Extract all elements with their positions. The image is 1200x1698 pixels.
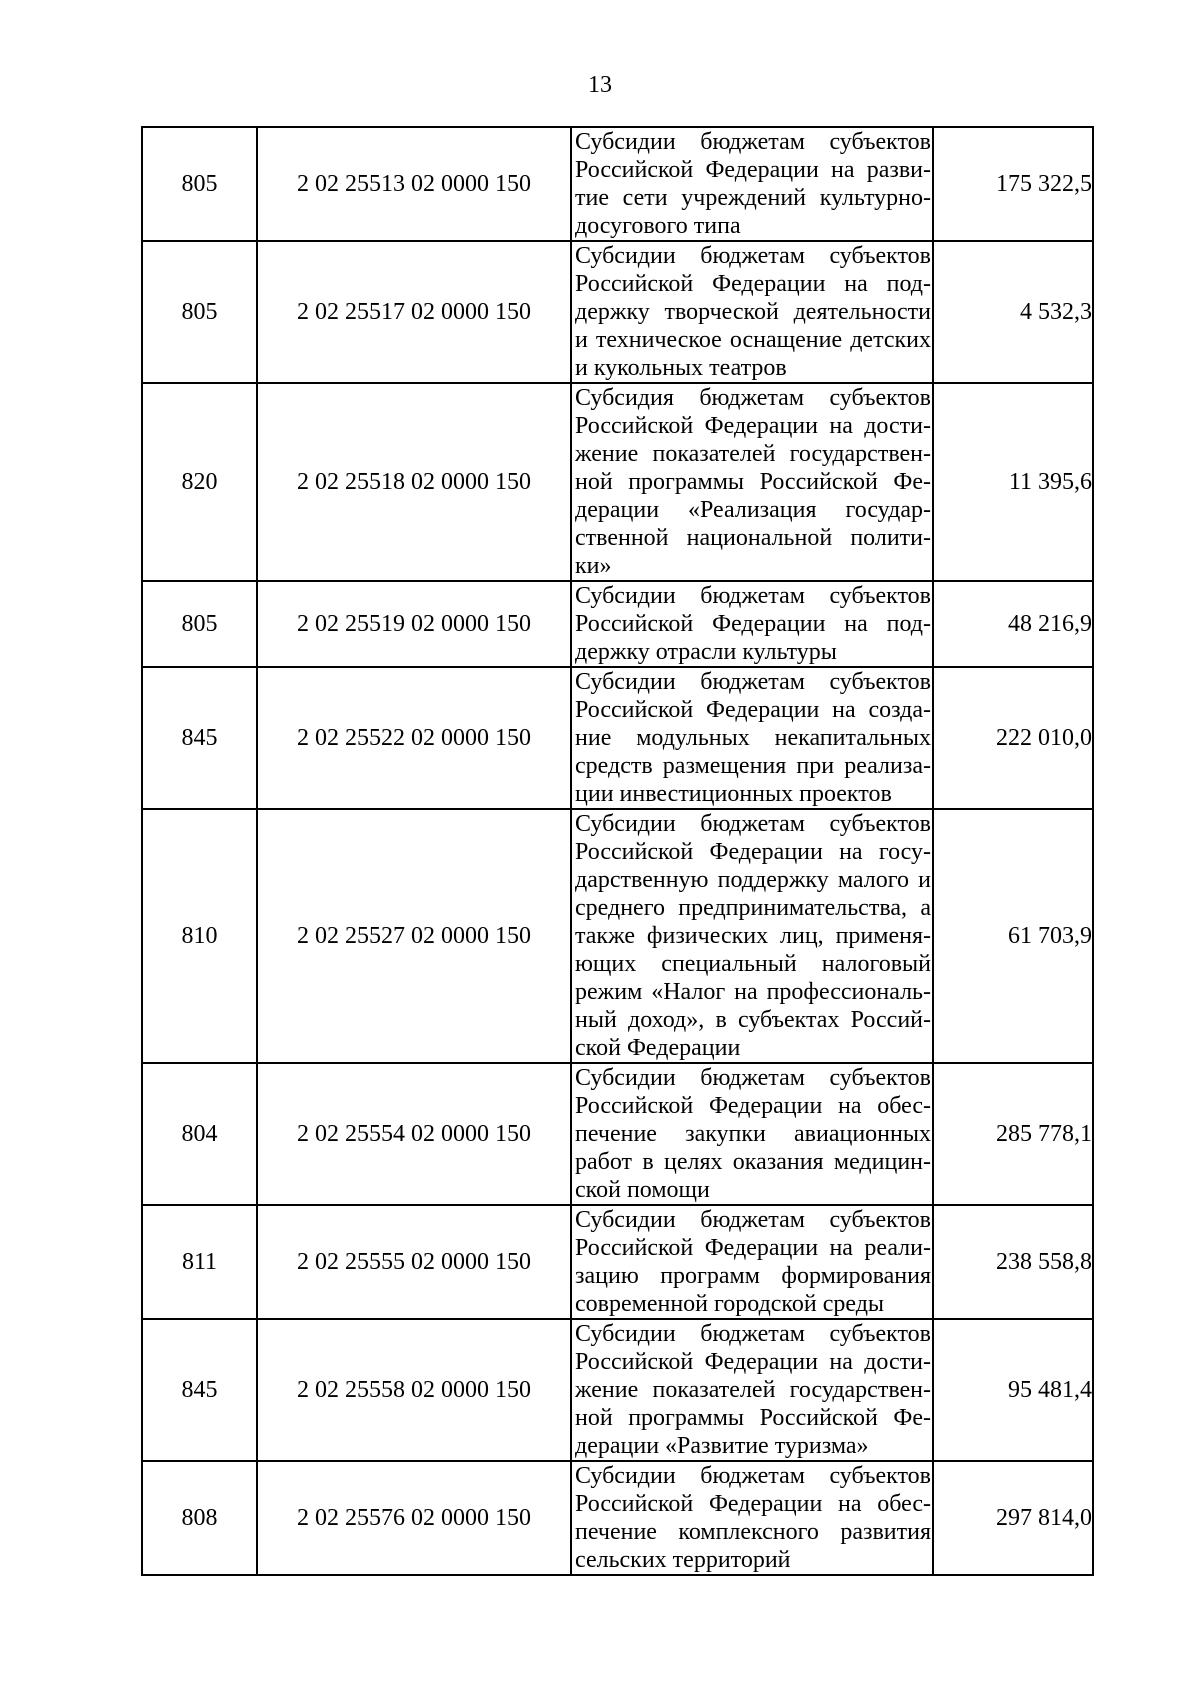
budget-classification-code-cell: 2 02 25519 02 0000 150 <box>257 581 571 667</box>
revenue-name-cell: Субсидии бюджетам субъектов Российской Федерации на реали-зацию программ формирования современной городской среды <box>571 1205 933 1319</box>
table-row <box>142 241 1093 383</box>
admin-code-cell: 811 <box>142 1205 257 1319</box>
amount-cell: 11 395,6 <box>933 383 1093 581</box>
table-row <box>142 667 1093 809</box>
budget-classification-code-cell: 2 02 25517 02 0000 150 <box>257 241 571 383</box>
revenue-name-cell: Субсидии бюджетам субъектов Российской Федерации на разви-тие сети учреждений культурно-досугового типа <box>571 127 933 241</box>
admin-code-cell: 805 <box>142 241 257 383</box>
page-number: 13 <box>588 72 612 98</box>
budget-classification-code-cell: 2 02 25554 02 0000 150 <box>257 1063 571 1205</box>
revenue-name-cell: Субсидия бюджетам субъектов Российской Федерации на дости-жение показателей государствен-ной программы Российской Фе-дерации «Реализация государ-ственной национальной полити-ки» <box>571 383 933 581</box>
admin-code-cell: 845 <box>142 1319 257 1461</box>
admin-code-cell: 820 <box>142 383 257 581</box>
table-row <box>142 809 1093 1063</box>
budget-revenue-table <box>141 126 1094 1576</box>
table-row <box>142 581 1093 667</box>
revenue-name-cell: Субсидии бюджетам субъектов Российской Федерации на созда-ние модульных некапитальных средств размещения при реализа-ции инвестиционных проектов <box>571 667 933 809</box>
budget-classification-code-cell: 2 02 25518 02 0000 150 <box>257 383 571 581</box>
amount-cell: 61 703,9 <box>933 809 1093 1063</box>
revenue-name-cell: Субсидии бюджетам субъектов Российской Федерации на госу-дарственную поддержку малого и среднего предпринимательства, а также физических лиц, применя-ющих специальный налоговый режим «Налог на профессиональ-ный доход», в субъектах Россий-ской Федерации <box>571 809 933 1063</box>
revenue-name-cell: Субсидии бюджетам субъектов Российской Федерации на под-держку отрасли культуры <box>571 581 933 667</box>
amount-cell: 297 814,0 <box>933 1461 1093 1575</box>
admin-code-cell: 808 <box>142 1461 257 1575</box>
table-row <box>142 1319 1093 1461</box>
amount-cell: 222 010,0 <box>933 667 1093 809</box>
admin-code-cell: 805 <box>142 581 257 667</box>
admin-code-cell: 805 <box>142 127 257 241</box>
amount-cell: 238 558,8 <box>933 1205 1093 1319</box>
revenue-name-cell: Субсидии бюджетам субъектов Российской Федерации на обес-печение закупки авиационных работ в целях оказания медицин-ской помощи <box>571 1063 933 1205</box>
table-row <box>142 383 1093 581</box>
revenue-name-cell: Субсидии бюджетам субъектов Российской Федерации на обес-печение комплексного развития сельских территорий <box>571 1461 933 1575</box>
budget-classification-code-cell: 2 02 25555 02 0000 150 <box>257 1205 571 1319</box>
budget-classification-code-cell: 2 02 25513 02 0000 150 <box>257 127 571 241</box>
revenue-name-cell: Субсидии бюджетам субъектов Российской Федерации на под-держку творческой деятельности и техническое оснащение детских и кукольных театров <box>571 241 933 383</box>
budget-classification-code-cell: 2 02 25522 02 0000 150 <box>257 667 571 809</box>
amount-cell: 175 322,5 <box>933 127 1093 241</box>
table-row <box>142 1205 1093 1319</box>
budget-classification-code-cell: 2 02 25527 02 0000 150 <box>257 809 571 1063</box>
table-row <box>142 1461 1093 1575</box>
admin-code-cell: 845 <box>142 667 257 809</box>
admin-code-cell: 810 <box>142 809 257 1063</box>
amount-cell: 285 778,1 <box>933 1063 1093 1205</box>
table-row <box>142 1063 1093 1205</box>
revenue-name-cell: Субсидии бюджетам субъектов Российской Федерации на дости-жение показателей государствен-ной программы Российской Фе-дерации «Развитие туризма» <box>571 1319 933 1461</box>
table-row <box>142 127 1093 241</box>
amount-cell: 95 481,4 <box>933 1319 1093 1461</box>
amount-cell: 4 532,3 <box>933 241 1093 383</box>
admin-code-cell: 804 <box>142 1063 257 1205</box>
amount-cell: 48 216,9 <box>933 581 1093 667</box>
budget-classification-code-cell: 2 02 25558 02 0000 150 <box>257 1319 571 1461</box>
budget-classification-code-cell: 2 02 25576 02 0000 150 <box>257 1461 571 1575</box>
